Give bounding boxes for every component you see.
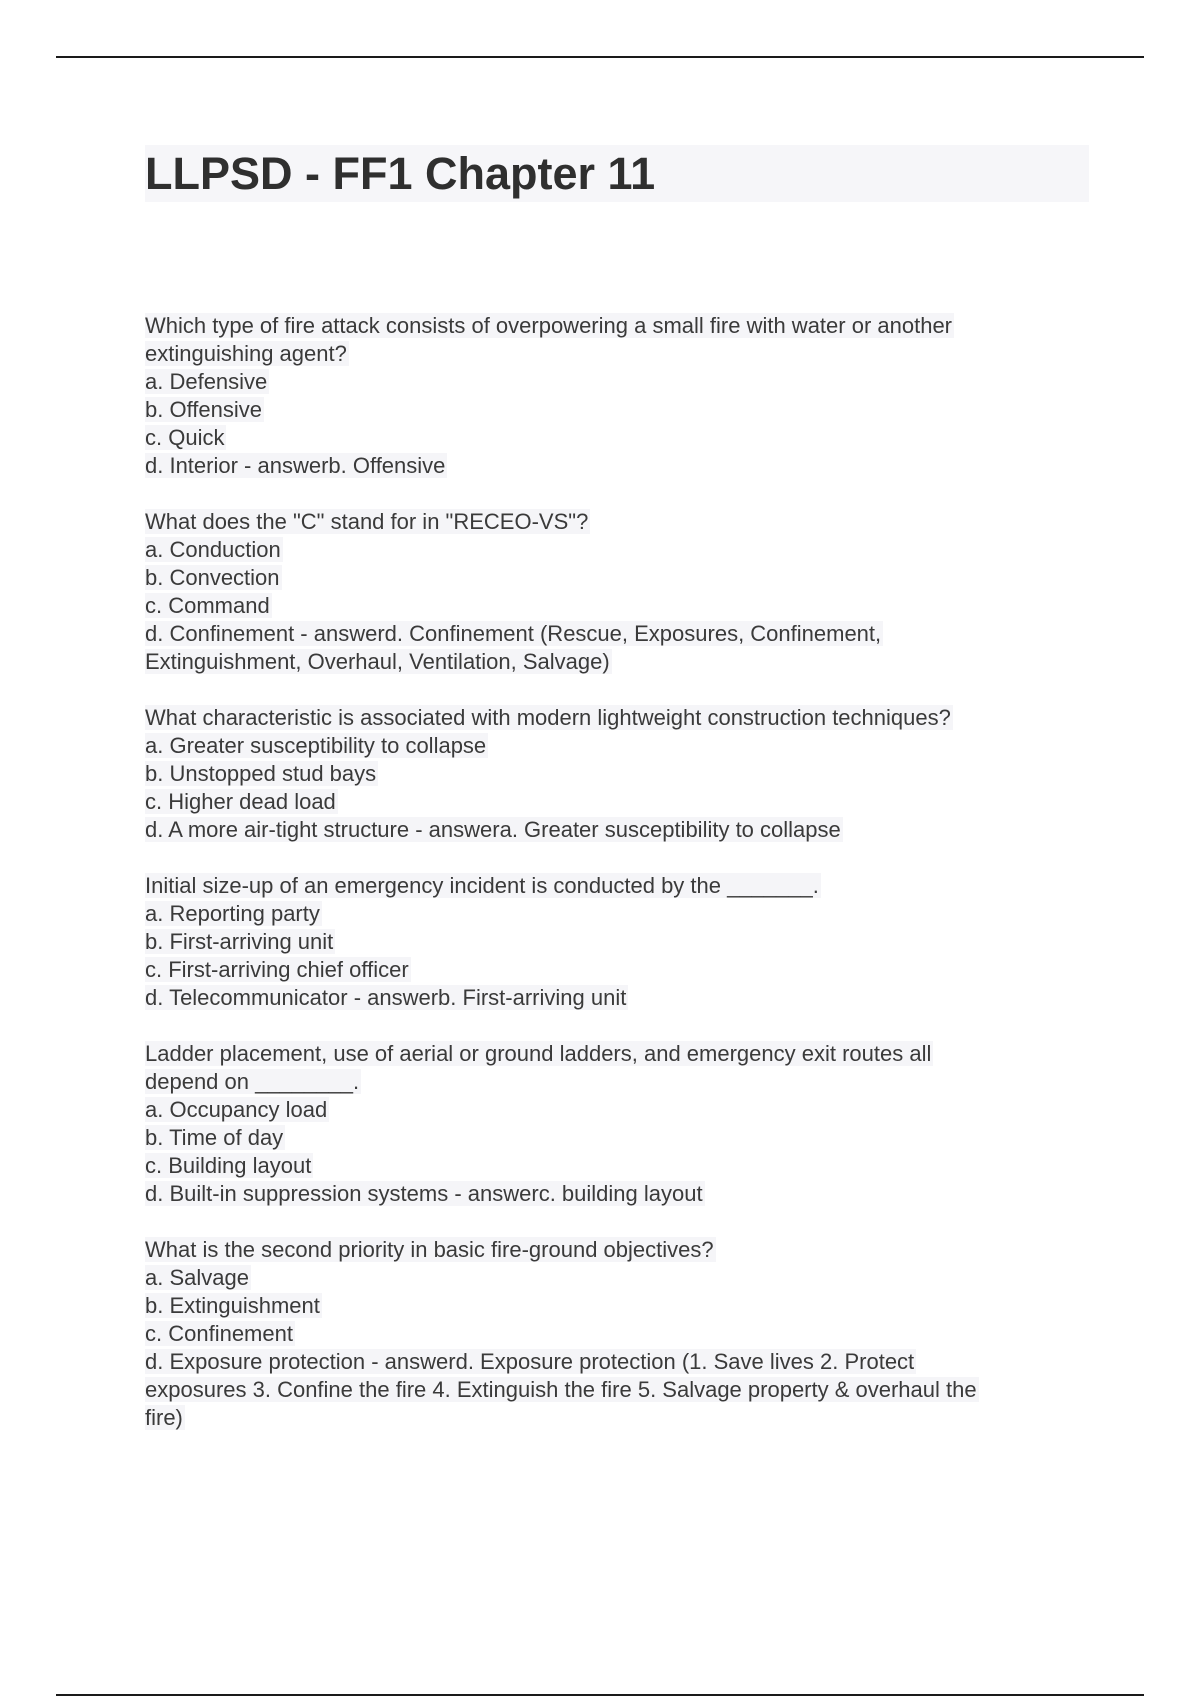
question-block bbox=[145, 1236, 1095, 1432]
answer-option: Extinguishment, Overhaul, Ventilation, Salvage) bbox=[145, 649, 610, 674]
answer-option: a. Conduction bbox=[145, 537, 281, 562]
answer-option: a. Greater susceptibility to collapse bbox=[145, 733, 487, 758]
answer-option: b. Time of day bbox=[145, 1125, 284, 1150]
answer-option: d. A more air-tight structure - answera. Greater susceptibility to collapse bbox=[145, 817, 841, 842]
question-text: What does the "C" stand for in "RECEO-VS"? bbox=[145, 509, 589, 534]
answer-option: c. Quick bbox=[145, 425, 225, 450]
answer-option: a. Salvage bbox=[145, 1265, 249, 1290]
question-text: Ladder placement, use of aerial or ground ladders, and emergency exit routes all bbox=[145, 1041, 932, 1066]
answer-option: b. First-arriving unit bbox=[145, 929, 334, 954]
answer-option: c. Confinement bbox=[145, 1321, 293, 1346]
bottom-rule bbox=[56, 1694, 1144, 1696]
question-text: What characteristic is associated with modern lightweight construction techniques? bbox=[145, 705, 951, 730]
answer-option: b. Unstopped stud bays bbox=[145, 761, 377, 786]
question-block bbox=[145, 508, 1095, 676]
answer-option: c. Higher dead load bbox=[145, 789, 336, 814]
question-block bbox=[145, 704, 1095, 844]
question-text: Initial size-up of an emergency incident is conducted by the _______. bbox=[145, 873, 819, 898]
answer-option: b. Extinguishment bbox=[145, 1293, 320, 1318]
answer-option: d. Telecommunicator - answerb. First-arriving unit bbox=[145, 985, 627, 1010]
answer-option: c. Building layout bbox=[145, 1153, 312, 1178]
answer-option: a. Occupancy load bbox=[145, 1097, 328, 1122]
question-list bbox=[145, 312, 1095, 1460]
top-rule bbox=[56, 56, 1144, 58]
page-title: LLPSD - FF1 Chapter 11 bbox=[145, 148, 656, 199]
question-text: Which type of fire attack consists of overpowering a small fire with water or another bbox=[145, 313, 953, 338]
question-text: What is the second priority in basic fire-ground objectives? bbox=[145, 1237, 714, 1262]
answer-option: d. Built-in suppression systems - answerc. building layout bbox=[145, 1181, 703, 1206]
question-text: extinguishing agent? bbox=[145, 341, 347, 366]
question-block bbox=[145, 872, 1095, 1012]
question-text: depend on ________. bbox=[145, 1069, 360, 1094]
question-block bbox=[145, 1040, 1095, 1208]
answer-option: exposures 3. Confine the fire 4. Extinguish the fire 5. Salvage property & overhaul the bbox=[145, 1377, 977, 1402]
question-block bbox=[145, 312, 1095, 480]
answer-option: c. Command bbox=[145, 593, 270, 618]
answer-option: d. Interior - answerb. Offensive bbox=[145, 453, 446, 478]
answer-option: a. Defensive bbox=[145, 369, 268, 394]
answer-option: a. Reporting party bbox=[145, 901, 320, 926]
answer-option: fire) bbox=[145, 1405, 183, 1430]
answer-option: d. Exposure protection - answerd. Exposure protection (1. Save lives 2. Protect bbox=[145, 1349, 915, 1374]
answer-option: d. Confinement - answerd. Confinement (Rescue, Exposures, Confinement, bbox=[145, 621, 882, 646]
answer-option: b. Convection bbox=[145, 565, 280, 590]
answer-option: c. First-arriving chief officer bbox=[145, 957, 409, 982]
answer-option: b. Offensive bbox=[145, 397, 262, 422]
